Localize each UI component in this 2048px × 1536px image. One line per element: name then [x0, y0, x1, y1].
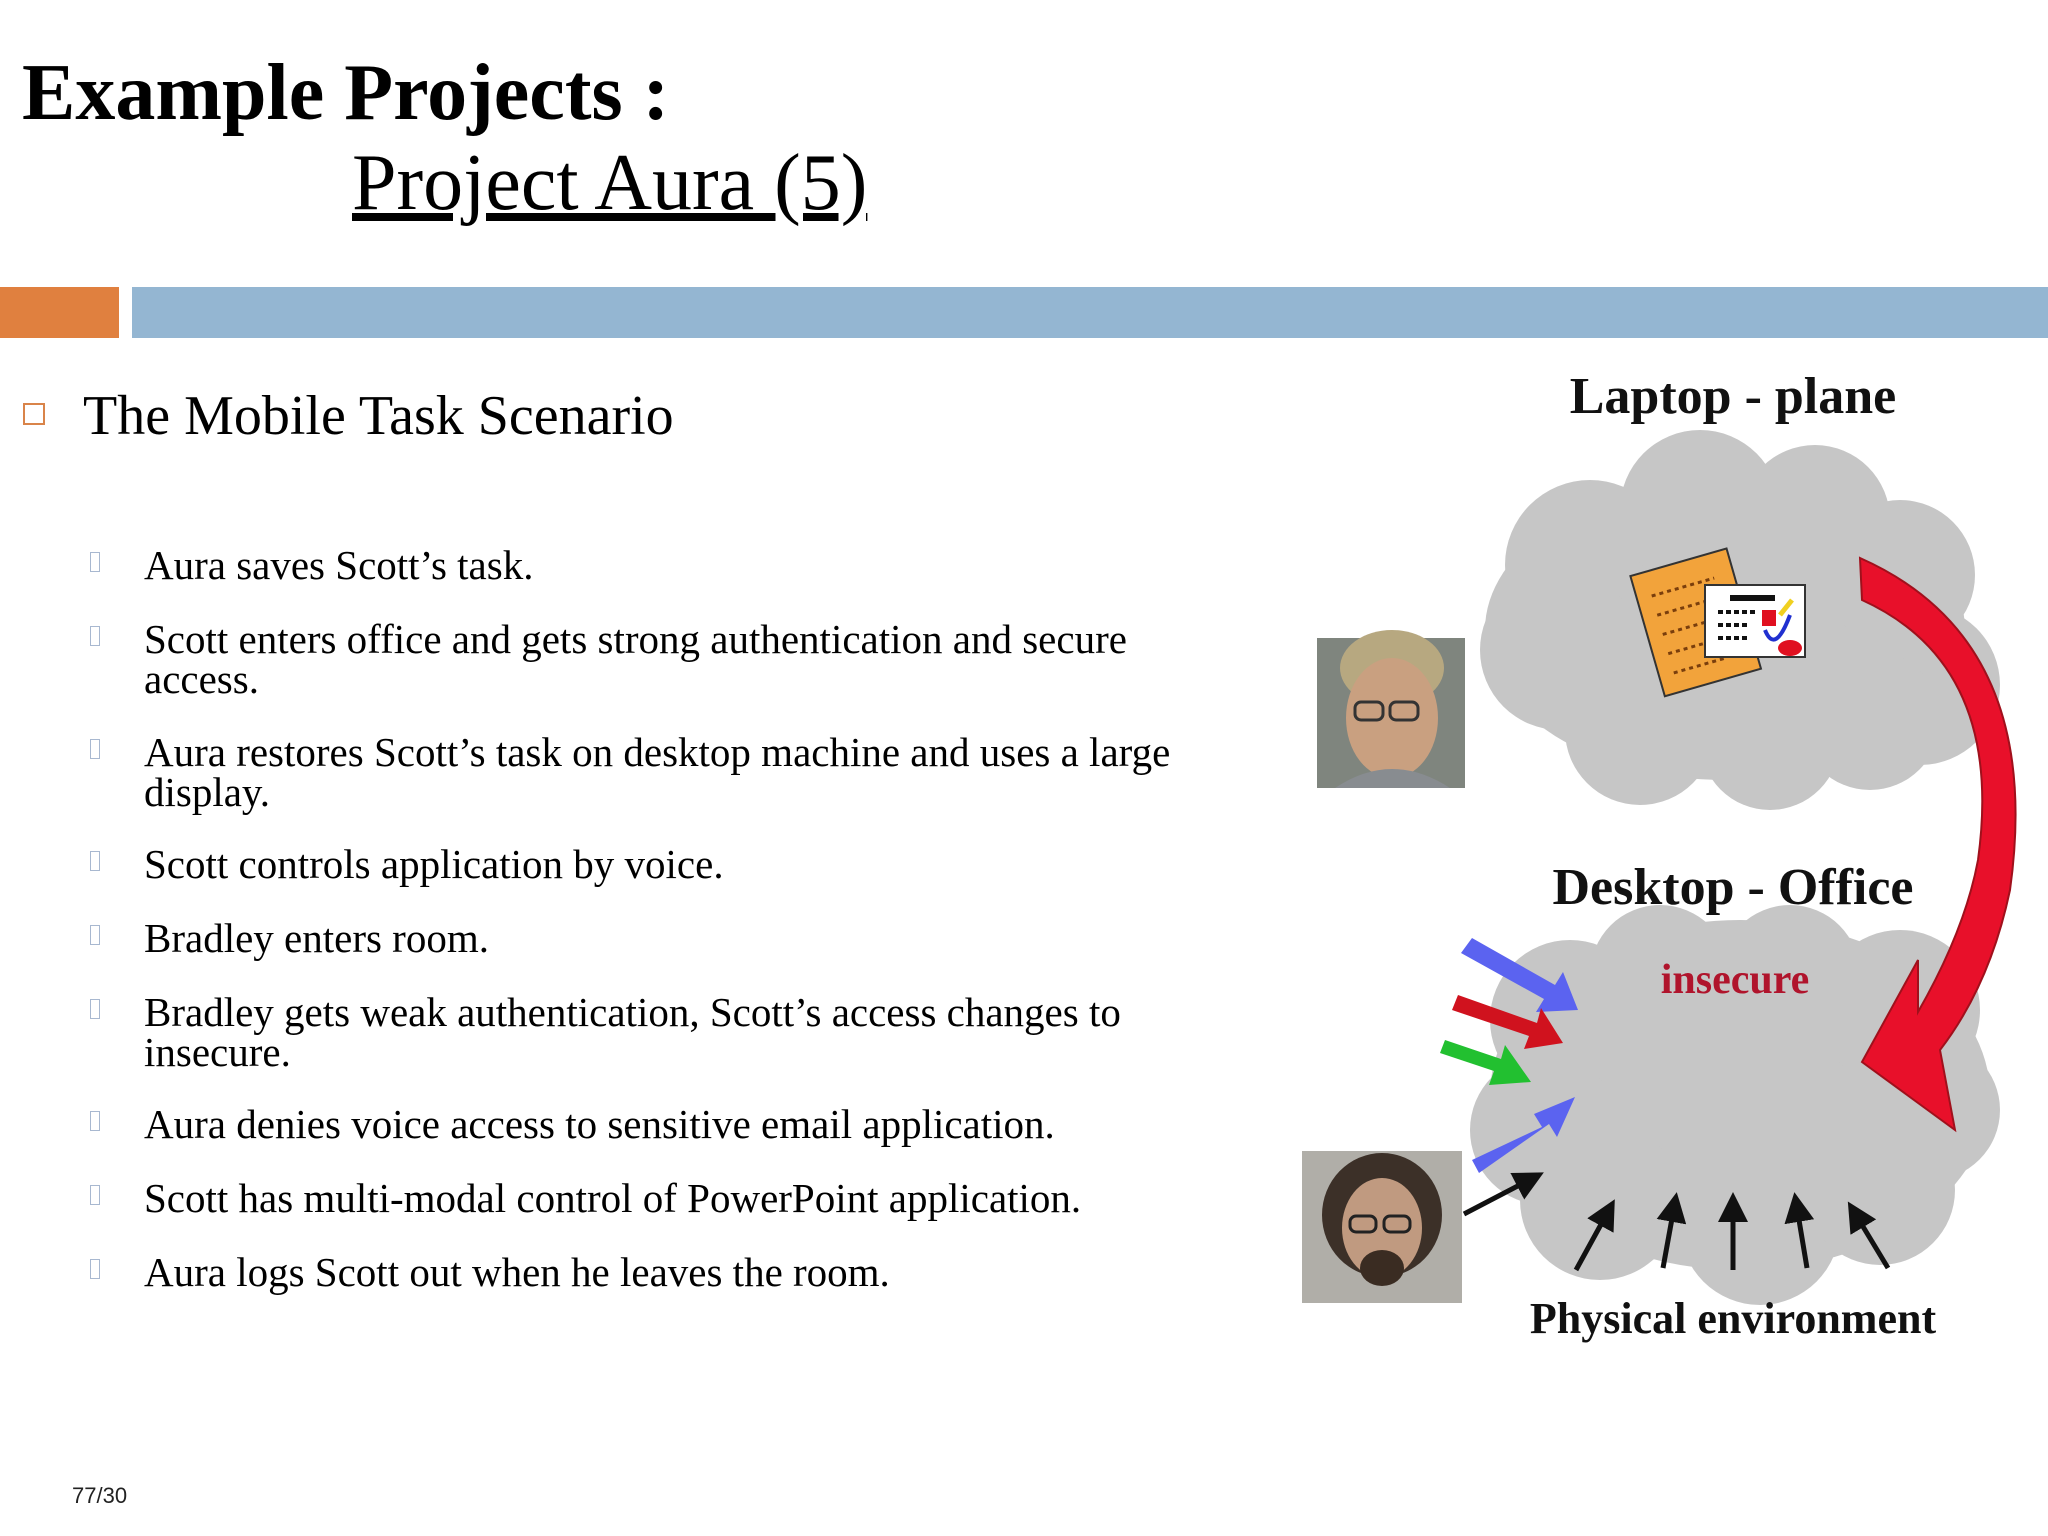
slide-subtitle: Project Aura (5)	[352, 139, 868, 227]
slide-number: 77/30	[72, 1483, 128, 1508]
list-item: Scott enters office and gets strong authentication and secure access.	[144, 616, 1127, 702]
list-item: Bradley gets weak authentication, Scott’s access changes to insecure.	[144, 989, 1121, 1075]
slide-title: Example Projects :	[22, 49, 670, 137]
laptop-plane-label: Laptop - plane	[1569, 368, 1897, 425]
section-heading: The Mobile Task Scenario	[83, 385, 674, 447]
desktop-office-label: Desktop - Office	[1552, 859, 1914, 916]
list-item: Aura restores Scott’s task on desktop machine and uses a large display.	[144, 729, 1171, 815]
physical-environment-label: Physical environment	[1529, 1294, 1937, 1343]
list-item: Bradley enters room.	[144, 915, 489, 961]
list-item: Aura saves Scott’s task.	[144, 542, 534, 588]
list-item: Scott has multi-modal control of PowerPoint application.	[144, 1175, 1082, 1221]
scott-photo	[1317, 630, 1465, 788]
bradley-photo	[1302, 1151, 1462, 1303]
list-item: Scott controls application by voice.	[144, 841, 724, 887]
insecure-label: insecure	[1660, 957, 1810, 1003]
list-item: Aura logs Scott out when he leaves the room.	[144, 1249, 890, 1295]
list-item: Aura denies voice access to sensitive email application.	[144, 1101, 1055, 1147]
